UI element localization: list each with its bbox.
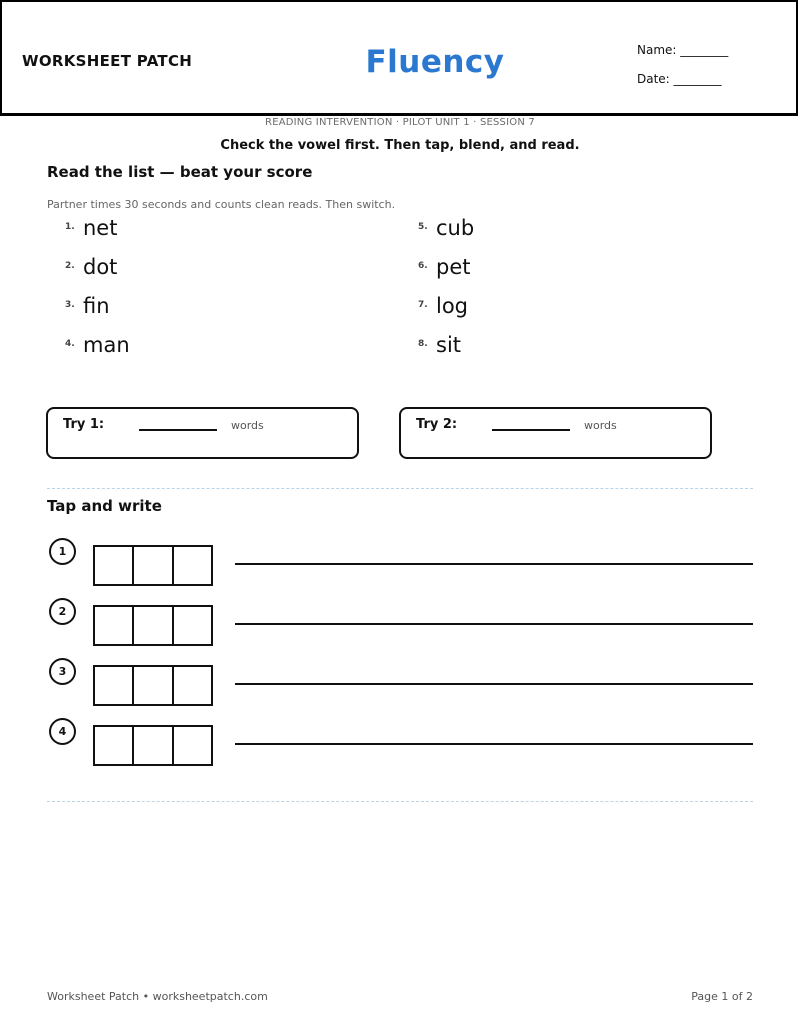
sound-boxes [93,545,213,586]
word-item [60,331,320,363]
sound-box[interactable] [95,667,134,704]
write-line[interactable] [235,623,753,625]
tap-row [47,605,753,649]
sound-box[interactable] [95,727,134,764]
word-item [413,253,673,285]
row-number-badge: 3 [49,658,76,685]
word-text: net [83,216,118,240]
word-number: 1. [65,222,75,232]
sound-boxes [93,665,213,706]
row-number-badge: 1 [49,538,76,565]
word-item [60,292,320,324]
word-number: 4. [65,339,75,349]
word-list [60,214,600,374]
score-label: Try 1: [63,417,105,432]
sound-box[interactable] [174,667,211,704]
score-blank[interactable] [492,429,570,431]
sound-box[interactable] [134,727,173,764]
page-title: Fluency [365,44,505,80]
sound-box[interactable] [174,607,211,644]
word-item [60,214,320,246]
brand-label: WORKSHEET PATCH [22,52,193,70]
sound-box[interactable] [134,667,173,704]
word-number: 2. [65,261,75,271]
tap-row [47,545,753,589]
write-line[interactable] [235,563,753,565]
tap-row [47,725,753,769]
score-label: Try 2: [416,417,458,432]
word-number: 5. [418,222,428,232]
sound-box[interactable] [95,607,134,644]
sound-box[interactable] [95,547,134,584]
word-number: 3. [65,300,75,310]
word-text: pet [436,255,471,279]
row-number-badge: 2 [49,598,76,625]
word-item [60,253,320,285]
word-text: log [436,294,469,318]
word-number: 7. [418,300,428,310]
score-unit: words [231,419,264,432]
word-text: fin [83,294,110,318]
tap-section-heading: Tap and write [47,497,162,515]
word-text: man [83,333,130,357]
score-box-try-1 [46,407,359,459]
sound-box[interactable] [134,607,173,644]
score-unit: words [584,419,617,432]
sound-box[interactable] [134,547,173,584]
score-box-try-2 [399,407,712,459]
sound-boxes [93,725,213,766]
list-section-heading: Read the list — beat your score [47,163,313,181]
page-number: Page 1 of 2 [691,990,753,1003]
word-item [413,292,673,324]
word-text: cub [436,216,475,240]
write-line[interactable] [235,683,753,685]
sound-box[interactable] [174,547,211,584]
word-item [413,331,673,363]
list-section-note: Partner times 30 seconds and counts clean reads. Then switch. [47,198,396,211]
footer-site: Worksheet Patch • worksheetpatch.com [47,990,268,1003]
row-number-badge: 4 [49,718,76,745]
instruction-text: Check the vowel first. Then tap, blend, and read. [220,138,580,153]
session-subtitle: READING INTERVENTION · PILOT UNIT 1 · SESSION 7 [265,117,535,128]
sound-box[interactable] [174,727,211,764]
write-line[interactable] [235,743,753,745]
tap-row [47,665,753,709]
name-field[interactable]: Name: ________ [637,43,729,57]
word-number: 8. [418,339,428,349]
word-item [413,214,673,246]
word-number: 6. [418,261,428,271]
section-divider [47,488,753,489]
worksheet-header [0,0,798,116]
section-divider [47,801,753,802]
sound-boxes [93,605,213,646]
score-blank[interactable] [139,429,217,431]
date-field[interactable]: Date: ________ [637,72,722,86]
word-text: dot [83,255,118,279]
word-text: sit [436,333,462,357]
